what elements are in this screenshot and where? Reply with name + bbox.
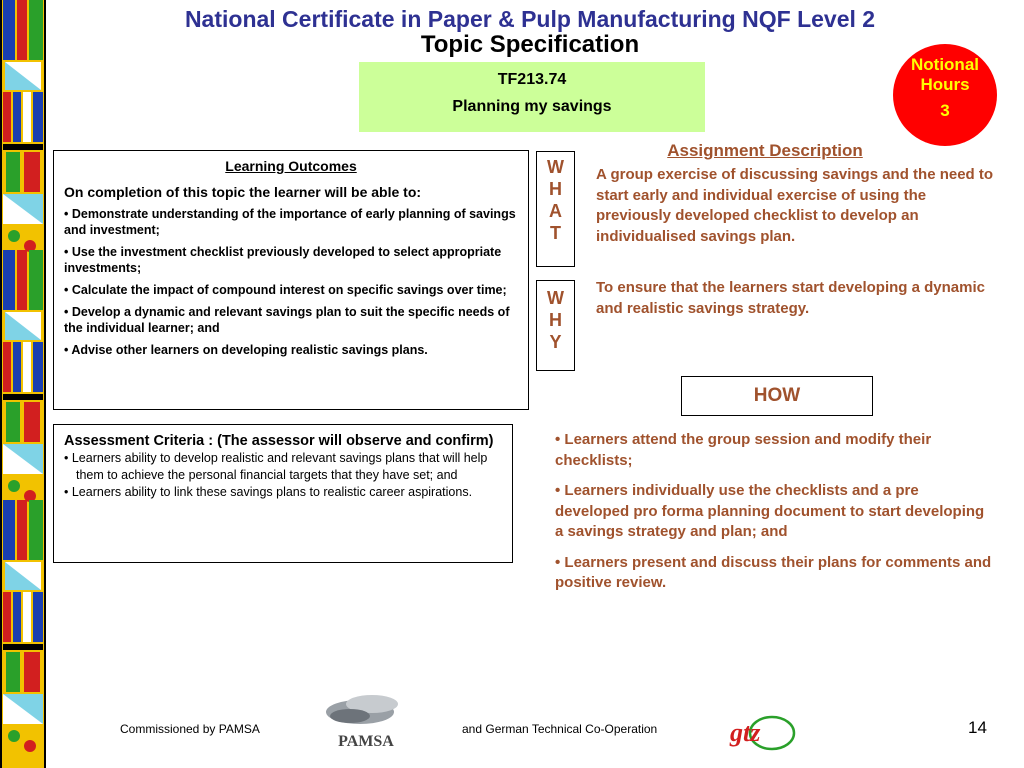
decorative-border-strip <box>0 0 46 768</box>
what-label <box>536 151 575 267</box>
assessment-heading: Assessment Criteria : (The assessor will observe and confirm) <box>64 433 494 449</box>
what-letter: H <box>549 179 562 199</box>
how-list <box>555 430 995 604</box>
list-item: • Learners ability to link these savings plans to realistic career aspirations. <box>64 485 473 499</box>
topic-code: TF213.74 <box>497 71 567 88</box>
footer-commissioned: Commissioned by PAMSA <box>120 722 260 736</box>
why-label <box>536 280 575 371</box>
list-item: • Demonstrate understanding of the importance of early planning of savings and investment; <box>64 207 516 237</box>
why-letter: H <box>549 310 562 330</box>
list-item: • Learners attend the group session and modify their checklists; <box>555 431 932 469</box>
gtz-logo-text: gtz <box>730 718 761 747</box>
how-label: HOW <box>681 376 873 416</box>
list-item: • Learners individually use the checklists and a pre developed pro forma planning document to start developing a savings strategy and plan; and <box>555 482 985 540</box>
pamsa-logo-text: PAMSA <box>338 733 394 750</box>
learning-outcomes-heading: Learning Outcomes <box>225 158 357 174</box>
why-letter: Y <box>549 332 562 352</box>
notional-hours-badge <box>893 44 997 146</box>
what-letter: A <box>549 201 562 221</box>
page-subtitle: Topic Specification <box>420 31 640 58</box>
list-item: • Learners present and discuss their plans for comments and positive review. <box>555 553 992 591</box>
hours-value: 3 <box>940 101 950 120</box>
hours-line1: Notional <box>911 55 979 74</box>
list-item: • Develop a dynamic and relevant savings plan to suit the specific needs of the individual learner; and <box>64 305 510 335</box>
list-item: • Advise other learners on developing realistic savings plans. <box>64 343 428 357</box>
assignment-why-text: To ensure that the learners start developing a dynamic and realistic savings strategy. <box>596 279 985 317</box>
page-number: 14 <box>968 718 987 737</box>
what-letter: T <box>550 223 561 243</box>
topic-box <box>359 62 705 132</box>
list-item: • Learners ability to develop realistic and relevant savings plans that will help them to achieve the personal financial targets that they have set; and <box>64 451 488 482</box>
list-item: • Use the investment checklist previously developed to select appropriate investments; <box>64 245 502 275</box>
learning-outcomes-intro: On completion of this topic the learner will be able to: <box>64 184 422 200</box>
list-item: • Calculate the impact of compound interest on specific savings over time; <box>64 283 507 297</box>
why-letter: W <box>547 288 564 308</box>
assignment-description-heading: Assignment Description <box>667 141 863 160</box>
assignment-what-text: A group exercise of discussing savings and the need to start early and individual exercise of using the previously developed checklist to develop an individualised savings plan. <box>596 166 994 245</box>
learning-outcomes-box <box>53 150 529 410</box>
pamsa-logo <box>320 690 412 756</box>
gtz-logo <box>728 714 796 752</box>
hours-line2: Hours <box>920 75 970 94</box>
assessment-criteria-box <box>53 424 513 563</box>
what-letter: W <box>547 157 564 177</box>
topic-name: Planning my savings <box>452 98 612 115</box>
footer-german: and German Technical Co-Operation <box>462 722 658 736</box>
page-title: National Certificate in Paper & Pulp Manufacturing NQF Level 2 <box>184 6 876 32</box>
